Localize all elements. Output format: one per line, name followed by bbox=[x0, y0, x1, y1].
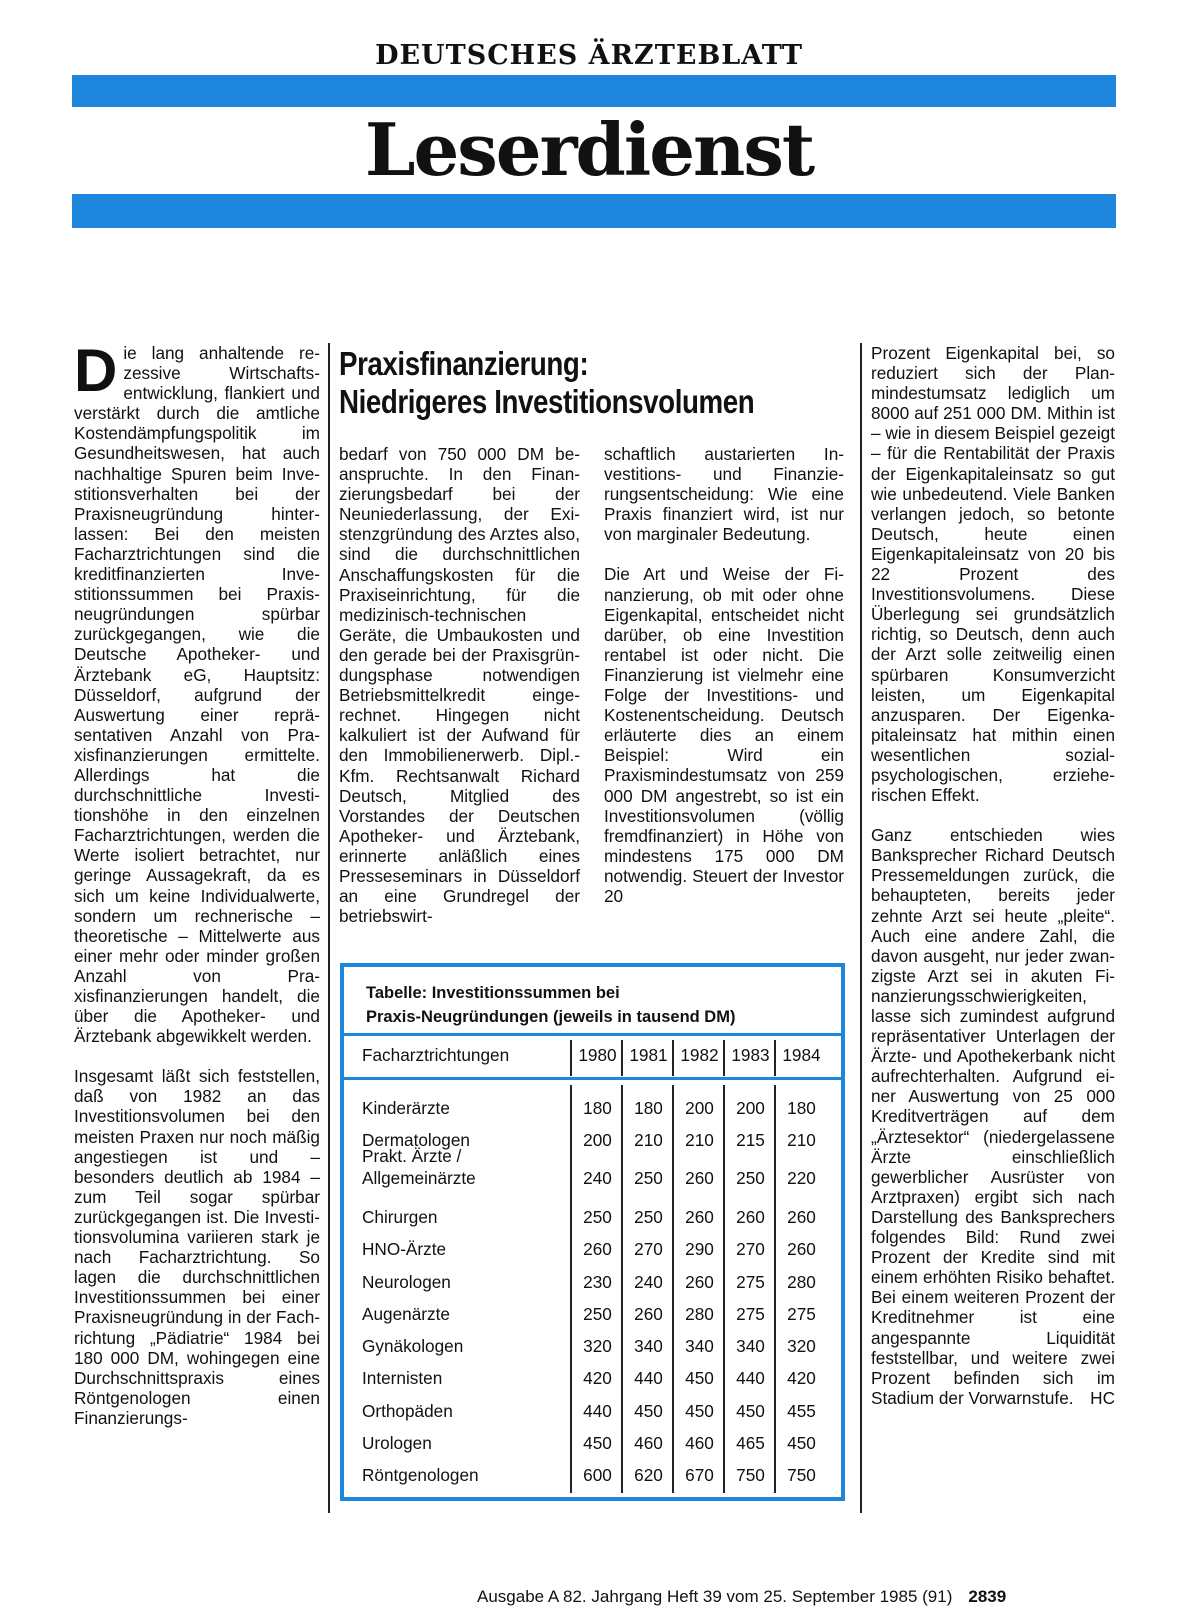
row-value: 340 bbox=[634, 1336, 663, 1356]
row-label: Orthopäden bbox=[362, 1401, 453, 1421]
row-value: 260 bbox=[685, 1207, 714, 1227]
paragraph: Die Art und Weise der Finanzierung, ob mit oder ohne Eigenkapital, entscheidet nicht darüber, ob eine Investition rentabel ist oder nicht. Die Finanzierung ist vielmehr eine Folge der Investitions- und Kostenentscheidung. Deutsch erläuterte dies an einem Beispiel: Wird ein Praxismindestumsatz von 259 000 DM angestrebt, so ist ein Investitionsvolumen (völlig fremdfinanziert) in Höhe von mindestens 175 000 DM notwendig. Steuert der Investor 20 bbox=[604, 564, 844, 906]
row-value: 340 bbox=[736, 1336, 765, 1356]
paragraph: Prozent Eigenkapital bei, so reduziert sich der Planmindestumsatz lediglich um 8000 auf 251 000 DM. Mithin ist – wie in diesem Beispiel gezeigt – für die Rentabilität der Praxis der Eigenkapitaleinsatz so gut wie unbedeutend. Viele Banken verlangen jedoch, so betonte Deutsch, heute einen Eigenkapitaleinsatz von 20 bis 22 Prozent des Investitionsvolumens. Diese Überlegung sei grundsätzlich richtig, so Deutsch, denn auch der Arzt solle zeitweilig einen spürbaren Konsumverzicht leisten, um Eigenkapital anzusparen. Der Eigenkapitaleinsatz hat mithin einen wesentlichen sozialpsychologischen, erzieherischen Effekt. bbox=[871, 343, 1115, 806]
row-value: 250 bbox=[736, 1168, 765, 1188]
row-value: 465 bbox=[736, 1433, 765, 1453]
row-value: 200 bbox=[583, 1130, 612, 1150]
row-value: 620 bbox=[634, 1465, 663, 1485]
row-value: 270 bbox=[634, 1239, 663, 1259]
row-value: 420 bbox=[787, 1368, 816, 1388]
row-value: 450 bbox=[685, 1401, 714, 1421]
paragraph: bedarf von 750 000 DM beanspruchte. In den Finanzierungsbedarf bei der Neuniederlassung, der Existenzgründung des Arztes also, sind die durchschnittlichen Anschaffungskosten für die Praxiseinrichtung, für die medizinisch-technischen Geräte, die Umbaukosten und den gerade bei der Praxisgründungsphase notwendigen Betriebsmittelkredit eingerechnet. Hingegen nicht kalkuliert ist der Aufwand für den Immobilienerwerb. Dipl.-Kfm. Rechtsanwalt Richard Deutsch, Mitglied des Vorstandes der Deutschen Apotheker- und Ärztebank, erinnerte anläßlich eines Presseseminars in Düsseldorf an eine Grundregel der betriebswirt- bbox=[339, 444, 580, 927]
bottom-blue-bar bbox=[72, 194, 1116, 228]
headline-line-1: Praxisfinanzierung: bbox=[339, 345, 589, 382]
investment-table bbox=[340, 963, 845, 1501]
row-label: Prakt. Ärzte / bbox=[362, 1146, 462, 1166]
table-column-line bbox=[774, 1040, 776, 1076]
table-column-line bbox=[570, 1040, 572, 1076]
caption-line-2: Praxis-Neugründungen (jeweils in tausend DM) bbox=[366, 1008, 736, 1026]
row-value: 240 bbox=[583, 1168, 612, 1188]
article-headline bbox=[339, 345, 772, 421]
row-label: Dermatologen bbox=[362, 1130, 470, 1150]
row-value: 280 bbox=[787, 1272, 816, 1292]
row-value: 275 bbox=[787, 1304, 816, 1324]
row-value: 340 bbox=[685, 1336, 714, 1356]
column-rule-right bbox=[860, 343, 862, 1513]
paragraph bbox=[74, 337, 320, 1047]
section-title: Leserdienst bbox=[364, 107, 814, 192]
table-divider-bottom bbox=[344, 1077, 841, 1080]
row-value: 670 bbox=[685, 1465, 714, 1485]
row-value: 180 bbox=[787, 1098, 816, 1118]
table-column-line bbox=[621, 1040, 623, 1076]
header-year: 1984 bbox=[782, 1045, 821, 1065]
row-value: 275 bbox=[736, 1304, 765, 1324]
row-label: Neurologen bbox=[362, 1272, 451, 1292]
row-label: Allgemeinärzte bbox=[362, 1168, 476, 1188]
row-label: Internisten bbox=[362, 1368, 443, 1388]
row-value: 260 bbox=[634, 1304, 663, 1324]
row-value: 230 bbox=[583, 1272, 612, 1292]
header-year: 1983 bbox=[731, 1045, 770, 1065]
row-value: 450 bbox=[787, 1433, 816, 1453]
row-value: 270 bbox=[736, 1239, 765, 1259]
paragraph-text: Ganz entschieden wies Banksprecher Richard Deutsch Pressemeldungen zurück, die behaupteten, bereits jeder zehnte Arzt sei heute „pleite“. Auch eine andere Zahl, die davon ausgeht, nur jeder zwanzigste Arzt sei in akuten Finanzierungsschwierigkeiten, lasse sich zumindest aufgrund repräsentativer Unterlagen der Ärzte- und Apothekerbank nicht aufrechterhalten. Aufgrund einer Auswertung von 25 000 Kreditverträgen auf dem „Ärztesektor“ (niedergelassene Ärzte einschließlich gewerblicher Ausrüster von Arztpraxen) ergibt sich nach Darstellung des Banksprechers folgendes Bild: Rund zwei Prozent der Kredite sind mit einem erhöhten Risiko behaftet. Bei einem weiteren Prozent der Kreditnehmer ist eine angespannte Liquidität feststellbar, und weitere zwei Prozent befinden sich im Stadium der Vorwarnstufe. bbox=[871, 825, 1115, 1408]
headline-line-2: Niedrigeres Investitionsvolumen bbox=[339, 383, 755, 420]
row-value: 275 bbox=[736, 1272, 765, 1292]
row-value: 260 bbox=[583, 1239, 612, 1259]
paragraph: schaftlich austarierten Investitions- und Finanzierungsentscheidung: Wie eine Praxis finanziert wird, ist nur von marginaler Bedeutung. bbox=[604, 444, 844, 545]
row-value: 290 bbox=[685, 1239, 714, 1259]
row-value: 260 bbox=[787, 1239, 816, 1259]
row-value: 440 bbox=[634, 1368, 663, 1388]
table-divider-top bbox=[344, 1033, 841, 1036]
row-value: 750 bbox=[736, 1465, 765, 1485]
row-value: 240 bbox=[634, 1272, 663, 1292]
article-column-2 bbox=[339, 444, 580, 926]
row-value: 750 bbox=[787, 1465, 816, 1485]
caption-line-1: Tabelle: Investitionssummen bei bbox=[366, 984, 620, 1002]
table-caption bbox=[366, 981, 735, 1029]
row-value: 250 bbox=[583, 1207, 612, 1227]
row-value: 320 bbox=[787, 1336, 816, 1356]
paragraph-text: ie lang anhaltende rezessive Wirtschaftsentwicklung, flankiert und verstärkt durch die amtliche Kostendämpfungspolitik im Gesundheitswesen, hat auch nachhaltige Spuren beim Investitionsverhalten bei der Praxisneugründung hinterlassen: Bei den meisten Facharztrichtungen sind die kreditfinanzierten Investitionssummen bei Praxisneugründungen spürbar zurückgegangen, wie die Deutsche Apotheker- und Ärztebank eG, Hauptsitz: Düsseldorf, aufgrund der Auswertung einer repräsentativen Anzahl von Praxisfinanzierungen ermittelte. Allerdings hat die durchschnittliche Investitionshöhe in den einzelnen Facharztrichtungen, werden die Werte isoliert betrachtet, nur geringe Aussagekraft, da es sich um keine Individualwerte, sondern um rechnerische – theoretische – Mittelwerte aus einer mehr oder minder großen Anzahl von Praxisfinanzierungen handelt, die über die Apotheker- und Ärztebank abgewikkelt werden. bbox=[74, 343, 320, 1047]
column-rule-left bbox=[328, 343, 330, 1513]
row-value: 320 bbox=[583, 1336, 612, 1356]
row-value: 440 bbox=[583, 1401, 612, 1421]
row-value: 450 bbox=[634, 1401, 663, 1421]
row-value: 440 bbox=[736, 1368, 765, 1388]
row-value: 250 bbox=[583, 1304, 612, 1324]
article-column-1 bbox=[74, 337, 320, 1428]
row-value: 210 bbox=[787, 1130, 816, 1150]
row-value: 460 bbox=[634, 1433, 663, 1453]
row-value: 450 bbox=[736, 1401, 765, 1421]
row-value: 280 bbox=[685, 1304, 714, 1324]
table-column-line bbox=[723, 1040, 725, 1076]
row-label: Augenärzte bbox=[362, 1304, 450, 1324]
top-blue-bar bbox=[72, 75, 1116, 107]
row-value: 450 bbox=[583, 1433, 612, 1453]
row-value: 180 bbox=[634, 1098, 663, 1118]
article-column-3 bbox=[604, 444, 844, 906]
issue-info: Ausgabe A 82. Jahrgang Heft 39 vom 25. September 1985 (91) bbox=[477, 1587, 953, 1606]
row-label: Röntgenologen bbox=[362, 1465, 479, 1485]
row-value: 450 bbox=[685, 1368, 714, 1388]
row-value: 250 bbox=[634, 1168, 663, 1188]
paragraph bbox=[871, 825, 1115, 1408]
header-year: 1982 bbox=[680, 1045, 719, 1065]
page-footer bbox=[477, 1587, 1006, 1607]
row-value: 260 bbox=[736, 1207, 765, 1227]
row-value: 260 bbox=[787, 1207, 816, 1227]
table-column-line bbox=[672, 1040, 674, 1076]
row-value: 460 bbox=[685, 1433, 714, 1453]
row-value: 420 bbox=[583, 1368, 612, 1388]
row-value: 200 bbox=[685, 1098, 714, 1118]
row-value: 600 bbox=[583, 1465, 612, 1485]
row-value: 215 bbox=[736, 1130, 765, 1150]
row-value: 250 bbox=[634, 1207, 663, 1227]
row-value: 210 bbox=[634, 1130, 663, 1150]
author-signature: HC bbox=[1090, 1387, 1115, 1408]
row-value: 260 bbox=[685, 1168, 714, 1188]
row-label: Urologen bbox=[362, 1433, 432, 1453]
row-value: 210 bbox=[685, 1130, 714, 1150]
row-label: HNO-Ärzte bbox=[362, 1239, 447, 1259]
row-value: 200 bbox=[736, 1098, 765, 1118]
article-column-4 bbox=[871, 343, 1115, 1408]
header-year: 1980 bbox=[578, 1045, 617, 1065]
row-label: Chirurgen bbox=[362, 1207, 438, 1227]
drop-cap: D bbox=[74, 337, 118, 404]
masthead: DEUTSCHES ÄRZTEBLATT bbox=[375, 40, 803, 71]
table-header-row bbox=[344, 1042, 841, 1072]
row-value: 180 bbox=[583, 1098, 612, 1118]
page-number: 2839 bbox=[968, 1587, 1007, 1606]
paragraph: Insgesamt läßt sich feststellen, daß von 1982 an das Investitionsvolumen bei den meisten Praxen nur noch mäßig angestiegen ist und – besonders deutlich ab 1984 – zum Teil sogar spürbar zurückgegangen ist. Die Investitionsvolumina variieren stark je nach Facharztrichtung. So lagen die durchschnittlichen Investitionssummen bei einer Praxisneugründung in der Fachrichtung „Pädiatrie“ 1984 bei 180 000 DM, wohingegen eine Durchschnittspraxis eines Röntgenologen einen Finanzierungs- bbox=[74, 1066, 320, 1428]
row-label: Gynäkologen bbox=[362, 1336, 464, 1356]
row-value: 260 bbox=[685, 1272, 714, 1292]
row-value: 455 bbox=[787, 1401, 816, 1421]
header-year: 1981 bbox=[629, 1045, 668, 1065]
header-label: Facharztrichtungen bbox=[362, 1045, 510, 1065]
row-value: 220 bbox=[787, 1168, 816, 1188]
row-label: Kinderärzte bbox=[362, 1098, 450, 1118]
